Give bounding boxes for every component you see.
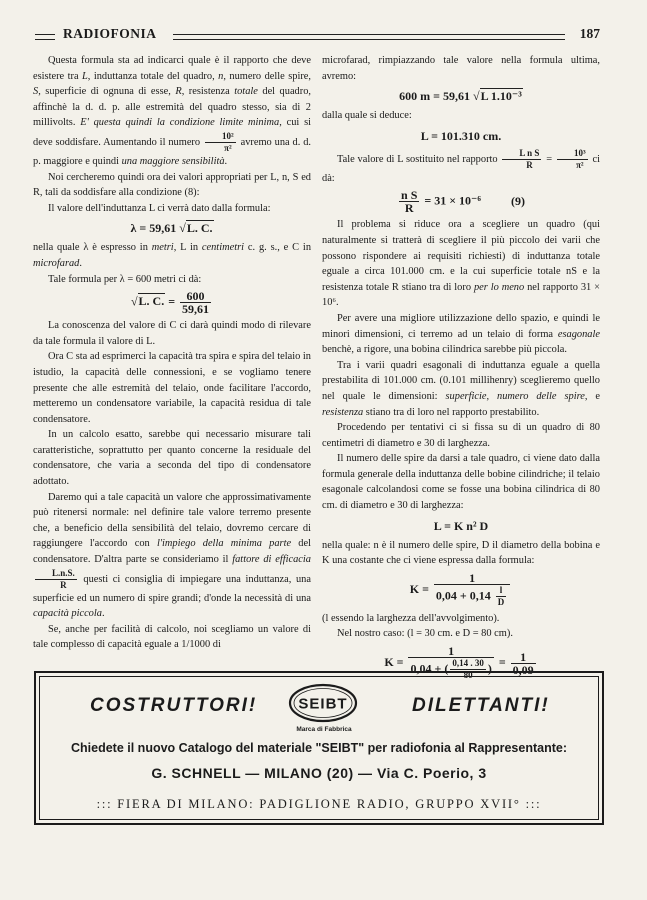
fraction: $\frac{0,14 . 30}{80}$ <box>452 658 484 681</box>
paragraph: Il problema si riduce ora a scegliere un quadro (qui naturalmente si tratterà di scegliere il più piccolo dei varii che possono rispondere ai requisiti richiesti) di induttanza totale eguale a circa 101.000 cm. e la cui superficie totale nS e la resistenza totale R stiano tra di loro per lo meno nel rapporto 31 × 10⁶. <box>322 219 600 309</box>
logo-caption: Marca di Fabbrica <box>296 726 352 733</box>
paragraph: Se, anche per facilità di calcolo, noi scegliamo un valore di tale complesso di capacità eguale a 1/1000 di <box>33 623 311 651</box>
equation: L = K n² D <box>433 518 489 533</box>
paragraph: Tale valore di L sostituito nel rapporto $\frac{\text{L n S}}{R}$ = $\frac{\text{10³}}{\text{π²}}$ ci dà: <box>322 147 600 184</box>
paragraph: Noi cercheremo quindi ora dei valori appropriati per L, n, S ed R, tali da soddisfare alla condizione (8): <box>33 171 311 199</box>
fraction: $\frac{L.n.S.}{R}$ <box>35 568 77 591</box>
fraction: $\frac{\text{n S}}{R}$ <box>401 188 418 216</box>
ad-headline-left: COSTRUTTORI! <box>90 695 258 716</box>
equation: $\frac{\text{n S}}{R}$ = 31 × 10⁻⁶ (9) <box>401 188 525 216</box>
fraction: $\frac{1}{0,09}$ <box>512 649 534 677</box>
paragraph: nella quale: n è il numero delle spire, D il diametro della bobina e K una costante che ci viene espressa dalla formula: <box>322 539 600 567</box>
paragraph: microfarad, rimpiazzando tale valore nella formula ultima, avremo: <box>322 55 600 82</box>
right-column <box>322 53 600 684</box>
ad-headline-right: DILETTANTI! <box>412 695 550 716</box>
paragraph: dalla quale si deduce: <box>322 110 412 122</box>
equation-label: (9) <box>510 193 525 208</box>
equation: √L. C. = $\frac{600}{59,61}$ <box>130 289 210 317</box>
ad-address-line: G. SCHNELL — MILANO (20) — Via C. Poerio, 3 <box>151 765 487 781</box>
fraction: $\frac{\text{10³}}{\text{π²}}$ <box>557 148 588 171</box>
left-column <box>33 53 311 653</box>
advertisement-inner-border <box>39 676 599 820</box>
fraction: $\frac{\text{10²}}{\text{π²}}$ <box>205 131 236 154</box>
fraction: 1 0,04 + ( $\frac{0,14 . 30}{80}$ ) <box>410 644 492 681</box>
paragraph: Per avere una migliore utilizzazione dello spazio, e quindi le minori dimensioni, ci terremo ad un telaio di forma esagonale benchè, a rigore, una bobina cilindrica sarebbe più piccola. <box>322 312 600 356</box>
fraction: $\frac{600}{59,61}$ <box>182 289 210 317</box>
equation: L = 101.310 cm. <box>420 128 502 143</box>
page-number: 187 <box>579 26 600 41</box>
paragraph: Tra i varii quadri esagonali di induttanza eguale a quella prestabilita di 101.000 cm. (0.101 millihenry) sceglieremo quello nel quale le dimensioni: superficie, numero delle spire, e resistenza stiano tra di loro nel rapporto prestabilito. <box>322 359 601 418</box>
ad-fair-line: ::: FIERA DI MILANO: PADIGLIONE RADIO, GRUPPO XVII° ::: <box>96 797 542 811</box>
paragraph: Tale formula per λ = 600 metri ci dà: <box>48 273 202 285</box>
paragraph: La conoscenza del valore di C ci darà quindi modo di rilevare da tale formula il valore di L. <box>33 320 311 347</box>
journal-title: RADIOFONIA <box>63 26 157 41</box>
equation: K = 1 0,04 + ( $\frac{0,14 . 30}{80}$ ) = $\frac{1}{0,09}$ <box>384 644 534 681</box>
seibt-logo <box>288 683 358 723</box>
paragraph: Ora C sta ad esprimerci la capacità tra spira e spira del telaio in istudio, la capacità delle connessioni, e se vogliamo tenere presente che alle estremità del telaio, onde facilitare l'accordo, metteremo un condensatore variabile, la capacità residua di tale condensatore. <box>33 351 311 425</box>
logo-text: SEIBT <box>298 695 348 713</box>
paragraph: Daremo qui a tale capacità un valore che approssimativamente può ritenersi normale: nel definire tale valore terremo presente che, a beneficio della sensibilità del telaio, dovremo cercare di raggiungere l'accordo con l'impiego della minima parte del condensatore. D'altra parte se consideriamo il fattore di efficacia $\frac{L.n.S.}{R}$ questi ci consiglia di impiegare una induttanza, una superficie ed un numero di spire grandi; d'onde la necessità di una capacità piccola. <box>33 491 311 620</box>
paragraph: (l essendo la larghezza dell'avvolgimento). <box>322 612 500 624</box>
equation: 600 m = 59,61 √L 1.10⁻³ <box>399 89 522 104</box>
equation: λ = 59,61 √L. C. <box>130 221 213 236</box>
equation: K = 1 0,04 + 0,14 $\frac{l}{D}$ <box>322 572 600 608</box>
paragraph: nella quale λ è espresso in metri, L in centimetri c. g. s., e C in microfarad. <box>33 242 312 269</box>
fraction: 1 0,04 + 0,14 $\frac{l}{D}$ <box>434 572 510 608</box>
fraction: $\frac{l}{D}$ <box>497 584 505 607</box>
header-rule-left <box>35 34 55 40</box>
paragraph: Procedendo per tentativi ci si fissa su di un quadro di 80 centimetri di diametro e 30 di larghezza. <box>322 422 600 449</box>
advertisement <box>34 671 604 825</box>
paragraph: Questa formula sta ad indicarci quale è il rapporto che deve esistere tra L, induttanza totale del quadro, n, numero delle spire, S, superficie di ognuna di esse, R, resistenza totale del quadro, affinchè la d. d. p. alle estremità del quadro stesso, sia di 2 millivolts. E' questa quindi la condizione limite minima, cui si deve soddisfare. Aumentando il numero $\frac{\text{10²}}{\text{π²}}$ avremo una d. d. p. maggiore e quindi una maggiore sensibilità. <box>33 55 312 167</box>
paragraph: In un calcolo esatto, sarebbe qui necessario misurare tali caratteristiche, soprattutto per quanto concerne la residuale del condensatore, che varia a seconda del tipo di condensatore adottato. <box>33 429 311 488</box>
paragraph: Nel nostro caso: (l = 30 cm. e D = 80 cm). <box>337 628 513 640</box>
ad-catalog-line: Chiedete il nuovo Catalogo del materiale "SEIBT" per radiofonia al Rappresentante: <box>71 741 567 755</box>
paragraph: Il numero delle spire da darsi a tale quadro, ci viene dato dalla formula generale della induttanza delle bobine cilindriche; il telaio esagonale calcolandosi come se fosse una bobina cilindrica di 80 cm. di diametro e 30 di larghezza: <box>322 453 600 512</box>
page-header <box>33 26 600 44</box>
header-rule-right <box>173 34 565 40</box>
fraction: $\frac{\text{L n S}}{R}$ <box>502 148 541 171</box>
paragraph: Il valore dell'induttanza L ci verrà dato dalla formula: <box>48 202 271 214</box>
